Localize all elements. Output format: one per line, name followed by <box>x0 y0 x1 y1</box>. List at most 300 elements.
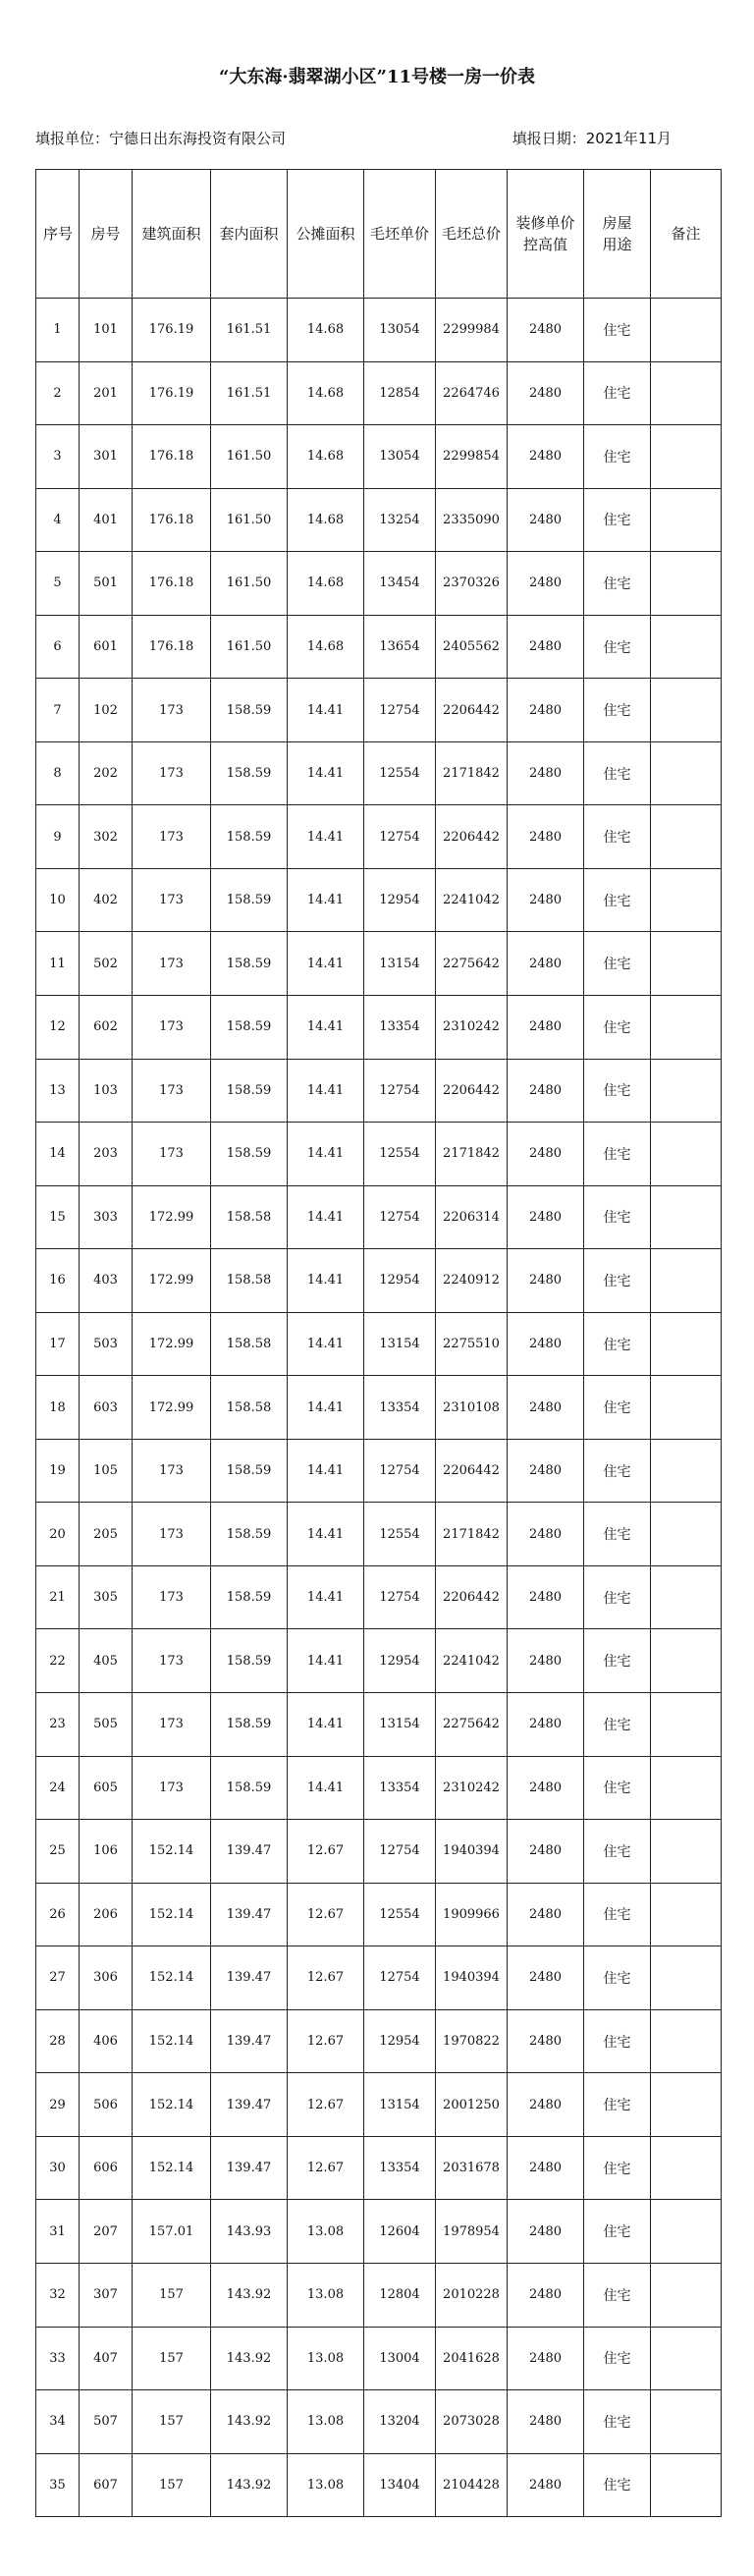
cell-unit-price: 13354 <box>364 996 436 1060</box>
cell-shared-area: 14.41 <box>288 1185 364 1249</box>
cell-seq: 14 <box>36 1123 80 1186</box>
cell-remark <box>651 1629 722 1693</box>
cell-building-area: 152.14 <box>133 1946 211 2010</box>
table-row <box>36 1376 722 1440</box>
cell-remark <box>651 2136 722 2200</box>
cell-unit-price: 12954 <box>364 1249 436 1313</box>
cell-shared-area: 13.08 <box>288 2327 364 2390</box>
cell-building-area: 172.99 <box>133 1249 211 1313</box>
cell-remark <box>651 1820 722 1884</box>
cell-use: 住宅 <box>584 1820 651 1884</box>
cell-inner-area: 158.59 <box>211 805 288 869</box>
cell-seq: 4 <box>36 488 80 552</box>
cell-room: 507 <box>80 2390 133 2454</box>
cell-unit-price: 13154 <box>364 1693 436 1757</box>
cell-room: 105 <box>80 1439 133 1503</box>
cell-room: 505 <box>80 1693 133 1757</box>
cell-deco-price: 2480 <box>508 1946 584 2010</box>
cell-inner-area: 158.59 <box>211 1565 288 1629</box>
cell-seq: 29 <box>36 2073 80 2137</box>
cell-seq: 11 <box>36 932 80 996</box>
cell-building-area: 157 <box>133 2390 211 2454</box>
table-row <box>36 1503 722 1566</box>
cell-seq: 18 <box>36 1376 80 1440</box>
cell-shared-area: 14.68 <box>288 425 364 489</box>
cell-room: 205 <box>80 1503 133 1566</box>
cell-use: 住宅 <box>584 1629 651 1693</box>
cell-building-area: 172.99 <box>133 1376 211 1440</box>
cell-room: 603 <box>80 1376 133 1440</box>
cell-remark <box>651 2263 722 2327</box>
price-table <box>35 169 722 2517</box>
cell-remark <box>651 1503 722 1566</box>
table-row <box>36 1565 722 1629</box>
cell-use: 住宅 <box>584 1693 651 1757</box>
cell-use: 住宅 <box>584 1565 651 1629</box>
cell-room: 406 <box>80 2009 133 2073</box>
cell-room: 607 <box>80 2453 133 2517</box>
cell-seq: 12 <box>36 996 80 1060</box>
cell-seq: 28 <box>36 2009 80 2073</box>
cell-building-area: 173 <box>133 1565 211 1629</box>
cell-shared-area: 13.08 <box>288 2453 364 2517</box>
cell-building-area: 173 <box>133 679 211 742</box>
cell-unit-price: 12754 <box>364 805 436 869</box>
cell-room: 501 <box>80 552 133 616</box>
header-use: 房屋用途 <box>584 170 651 299</box>
cell-total-price: 2275642 <box>436 1693 508 1757</box>
cell-building-area: 157 <box>133 2327 211 2390</box>
cell-shared-area: 14.68 <box>288 361 364 425</box>
cell-shared-area: 14.41 <box>288 1756 364 1820</box>
cell-shared-area: 14.41 <box>288 1629 364 1693</box>
cell-shared-area: 14.41 <box>288 1312 364 1376</box>
cell-shared-area: 14.41 <box>288 1123 364 1186</box>
cell-unit-price: 12754 <box>364 1059 436 1123</box>
cell-use: 住宅 <box>584 2327 651 2390</box>
cell-building-area: 157 <box>133 2453 211 2517</box>
cell-unit-price: 13054 <box>364 299 436 362</box>
cell-use: 住宅 <box>584 2200 651 2264</box>
cell-seq: 8 <box>36 741 80 805</box>
cell-building-area: 176.18 <box>133 488 211 552</box>
cell-seq: 31 <box>36 2200 80 2264</box>
cell-building-area: 157.01 <box>133 2200 211 2264</box>
cell-unit-price: 13054 <box>364 425 436 489</box>
cell-shared-area: 13.08 <box>288 2200 364 2264</box>
cell-inner-area: 143.92 <box>211 2327 288 2390</box>
cell-inner-area: 161.50 <box>211 425 288 489</box>
cell-deco-price: 2480 <box>508 2390 584 2454</box>
cell-use: 住宅 <box>584 1123 651 1186</box>
cell-remark <box>651 1185 722 1249</box>
cell-unit-price: 12954 <box>364 1629 436 1693</box>
cell-seq: 34 <box>36 2390 80 2454</box>
cell-unit-price: 12754 <box>364 1565 436 1629</box>
cell-total-price: 2206442 <box>436 1059 508 1123</box>
cell-inner-area: 158.59 <box>211 996 288 1060</box>
table-row <box>36 805 722 869</box>
cell-remark <box>651 1565 722 1629</box>
cell-room: 203 <box>80 1123 133 1186</box>
table-row <box>36 1629 722 1693</box>
table-row <box>36 2263 722 2327</box>
cell-building-area: 173 <box>133 805 211 869</box>
cell-use: 住宅 <box>584 552 651 616</box>
cell-shared-area: 14.68 <box>288 488 364 552</box>
table-row <box>36 1820 722 1884</box>
cell-room: 307 <box>80 2263 133 2327</box>
cell-inner-area: 139.47 <box>211 2136 288 2200</box>
cell-deco-price: 2480 <box>508 1756 584 1820</box>
cell-use: 住宅 <box>584 1185 651 1249</box>
cell-seq: 16 <box>36 1249 80 1313</box>
cell-seq: 13 <box>36 1059 80 1123</box>
cell-remark <box>651 2073 722 2137</box>
cell-inner-area: 139.47 <box>211 2073 288 2137</box>
cell-room: 302 <box>80 805 133 869</box>
cell-unit-price: 12754 <box>364 1185 436 1249</box>
cell-seq: 21 <box>36 1565 80 1629</box>
cell-deco-price: 2480 <box>508 2009 584 2073</box>
cell-room: 407 <box>80 2327 133 2390</box>
table-row <box>36 1123 722 1186</box>
cell-remark <box>651 1946 722 2010</box>
table-row <box>36 2136 722 2200</box>
cell-unit-price: 13454 <box>364 552 436 616</box>
cell-inner-area: 158.59 <box>211 679 288 742</box>
cell-unit-price: 12554 <box>364 1123 436 1186</box>
cell-shared-area: 14.41 <box>288 868 364 932</box>
cell-seq: 6 <box>36 615 80 679</box>
cell-total-price: 2240912 <box>436 1249 508 1313</box>
cell-shared-area: 14.41 <box>288 1503 364 1566</box>
cell-shared-area: 14.41 <box>288 1565 364 1629</box>
cell-total-price: 2206442 <box>436 1565 508 1629</box>
cell-shared-area: 14.41 <box>288 679 364 742</box>
cell-room: 503 <box>80 1312 133 1376</box>
cell-total-price: 2104428 <box>436 2453 508 2517</box>
header-unit-price: 毛坯单价 <box>364 170 436 299</box>
cell-seq: 19 <box>36 1439 80 1503</box>
cell-deco-price: 2480 <box>508 1439 584 1503</box>
cell-building-area: 176.18 <box>133 615 211 679</box>
cell-use: 住宅 <box>584 1756 651 1820</box>
cell-unit-price: 12754 <box>364 679 436 742</box>
cell-remark <box>651 2009 722 2073</box>
cell-unit-price: 12754 <box>364 1946 436 2010</box>
cell-inner-area: 158.59 <box>211 1503 288 1566</box>
cell-deco-price: 2480 <box>508 1629 584 1693</box>
cell-seq: 3 <box>36 425 80 489</box>
cell-seq: 9 <box>36 805 80 869</box>
cell-deco-price: 2480 <box>508 615 584 679</box>
cell-deco-price: 2480 <box>508 805 584 869</box>
cell-inner-area: 161.50 <box>211 615 288 679</box>
cell-building-area: 157 <box>133 2263 211 2327</box>
cell-use: 住宅 <box>584 361 651 425</box>
cell-seq: 2 <box>36 361 80 425</box>
table-row <box>36 1439 722 1503</box>
cell-unit-price: 12754 <box>364 1439 436 1503</box>
cell-use: 住宅 <box>584 615 651 679</box>
header-room: 房号 <box>80 170 133 299</box>
cell-remark <box>651 2453 722 2517</box>
cell-building-area: 173 <box>133 996 211 1060</box>
cell-unit-price: 12804 <box>364 2263 436 2327</box>
cell-building-area: 173 <box>133 868 211 932</box>
cell-total-price: 2370326 <box>436 552 508 616</box>
cell-building-area: 152.14 <box>133 2009 211 2073</box>
cell-deco-price: 2480 <box>508 2263 584 2327</box>
table-row <box>36 552 722 616</box>
cell-total-price: 2299854 <box>436 425 508 489</box>
cell-room: 301 <box>80 425 133 489</box>
cell-use: 住宅 <box>584 1312 651 1376</box>
cell-unit-price: 13154 <box>364 932 436 996</box>
cell-shared-area: 14.41 <box>288 1693 364 1757</box>
cell-shared-area: 13.08 <box>288 2263 364 2327</box>
cell-remark <box>651 932 722 996</box>
cell-room: 306 <box>80 1946 133 2010</box>
table-row <box>36 996 722 1060</box>
cell-shared-area: 14.41 <box>288 1439 364 1503</box>
cell-total-price: 2264746 <box>436 361 508 425</box>
cell-shared-area: 12.67 <box>288 1883 364 1946</box>
table-row <box>36 932 722 996</box>
cell-building-area: 173 <box>133 1059 211 1123</box>
cell-total-price: 2405562 <box>436 615 508 679</box>
cell-room: 401 <box>80 488 133 552</box>
cell-deco-price: 2480 <box>508 2200 584 2264</box>
cell-unit-price: 12754 <box>364 1820 436 1884</box>
cell-inner-area: 158.59 <box>211 1123 288 1186</box>
header-deco-price: 装修单价控高值 <box>508 170 584 299</box>
cell-deco-price: 2480 <box>508 299 584 362</box>
cell-room: 102 <box>80 679 133 742</box>
cell-inner-area: 139.47 <box>211 1883 288 1946</box>
cell-inner-area: 143.92 <box>211 2390 288 2454</box>
table-row <box>36 868 722 932</box>
cell-use: 住宅 <box>584 1439 651 1503</box>
cell-inner-area: 158.59 <box>211 932 288 996</box>
cell-remark <box>651 2390 722 2454</box>
table-row <box>36 2200 722 2264</box>
cell-building-area: 173 <box>133 1439 211 1503</box>
cell-inner-area: 139.47 <box>211 2009 288 2073</box>
header-shared-area: 公摊面积 <box>288 170 364 299</box>
cell-unit-price: 12554 <box>364 1503 436 1566</box>
cell-building-area: 176.18 <box>133 425 211 489</box>
table-row <box>36 679 722 742</box>
cell-unit-price: 13354 <box>364 1756 436 1820</box>
cell-shared-area: 14.41 <box>288 805 364 869</box>
cell-remark <box>651 741 722 805</box>
cell-building-area: 173 <box>133 1756 211 1820</box>
cell-inner-area: 161.50 <box>211 552 288 616</box>
table-header-row <box>36 170 722 299</box>
cell-room: 602 <box>80 996 133 1060</box>
cell-room: 305 <box>80 1565 133 1629</box>
cell-inner-area: 161.51 <box>211 299 288 362</box>
cell-room: 202 <box>80 741 133 805</box>
cell-total-price: 2310242 <box>436 1756 508 1820</box>
cell-total-price: 2241042 <box>436 868 508 932</box>
cell-building-area: 176.18 <box>133 552 211 616</box>
cell-deco-price: 2480 <box>508 1376 584 1440</box>
cell-total-price: 2275642 <box>436 932 508 996</box>
cell-total-price: 2335090 <box>436 488 508 552</box>
cell-building-area: 172.99 <box>133 1312 211 1376</box>
cell-inner-area: 139.47 <box>211 1820 288 1884</box>
cell-total-price: 2299984 <box>436 299 508 362</box>
cell-inner-area: 158.59 <box>211 1693 288 1757</box>
table-row <box>36 1312 722 1376</box>
cell-shared-area: 14.68 <box>288 615 364 679</box>
cell-deco-price: 2480 <box>508 679 584 742</box>
cell-deco-price: 2480 <box>508 1693 584 1757</box>
cell-deco-price: 2480 <box>508 552 584 616</box>
cell-deco-price: 2480 <box>508 1249 584 1313</box>
cell-total-price: 2206442 <box>436 805 508 869</box>
cell-inner-area: 158.59 <box>211 1756 288 1820</box>
cell-inner-area: 158.59 <box>211 1439 288 1503</box>
cell-seq: 25 <box>36 1820 80 1884</box>
cell-total-price: 2241042 <box>436 1629 508 1693</box>
header-total-price: 毛坯总价 <box>436 170 508 299</box>
cell-shared-area: 14.68 <box>288 299 364 362</box>
cell-inner-area: 158.58 <box>211 1376 288 1440</box>
cell-seq: 26 <box>36 1883 80 1946</box>
cell-use: 住宅 <box>584 299 651 362</box>
cell-deco-price: 2480 <box>508 868 584 932</box>
document-title: “大东海·翡翠湖小区”11号楼一房一价表 <box>218 67 536 87</box>
cell-use: 住宅 <box>584 1376 651 1440</box>
cell-building-area: 176.19 <box>133 299 211 362</box>
cell-seq: 22 <box>36 1629 80 1693</box>
cell-remark <box>651 679 722 742</box>
cell-unit-price: 13204 <box>364 2390 436 2454</box>
cell-seq: 27 <box>36 1946 80 2010</box>
cell-seq: 20 <box>36 1503 80 1566</box>
cell-remark <box>651 996 722 1060</box>
cell-room: 303 <box>80 1185 133 1249</box>
header-seq: 序号 <box>36 170 80 299</box>
cell-remark <box>651 2327 722 2390</box>
cell-use: 住宅 <box>584 1883 651 1946</box>
table-row <box>36 488 722 552</box>
cell-seq: 23 <box>36 1693 80 1757</box>
cell-total-price: 1940394 <box>436 1946 508 2010</box>
cell-seq: 5 <box>36 552 80 616</box>
cell-remark <box>651 615 722 679</box>
cell-building-area: 172.99 <box>133 1185 211 1249</box>
cell-shared-area: 12.67 <box>288 1820 364 1884</box>
cell-remark <box>651 2200 722 2264</box>
cell-inner-area: 139.47 <box>211 1946 288 2010</box>
cell-use: 住宅 <box>584 2453 651 2517</box>
table-row <box>36 1249 722 1313</box>
cell-use: 住宅 <box>584 2263 651 2327</box>
cell-deco-price: 2480 <box>508 932 584 996</box>
table-row <box>36 615 722 679</box>
table-row <box>36 1756 722 1820</box>
cell-remark <box>651 1883 722 1946</box>
cell-room: 402 <box>80 868 133 932</box>
cell-total-price: 2206442 <box>436 1439 508 1503</box>
cell-total-price: 2275510 <box>436 1312 508 1376</box>
cell-deco-price: 2480 <box>508 2136 584 2200</box>
cell-seq: 1 <box>36 299 80 362</box>
cell-seq: 32 <box>36 2263 80 2327</box>
table-row <box>36 2327 722 2390</box>
cell-room: 605 <box>80 1756 133 1820</box>
cell-inner-area: 143.92 <box>211 2453 288 2517</box>
cell-seq: 35 <box>36 2453 80 2517</box>
cell-total-price: 2031678 <box>436 2136 508 2200</box>
table-row <box>36 1946 722 2010</box>
cell-deco-price: 2480 <box>508 1883 584 1946</box>
cell-unit-price: 12554 <box>364 741 436 805</box>
cell-deco-price: 2480 <box>508 1820 584 1884</box>
cell-inner-area: 161.50 <box>211 488 288 552</box>
cell-unit-price: 13404 <box>364 2453 436 2517</box>
cell-deco-price: 2480 <box>508 996 584 1060</box>
cell-remark <box>651 1059 722 1123</box>
cell-seq: 33 <box>36 2327 80 2390</box>
cell-shared-area: 14.41 <box>288 1376 364 1440</box>
cell-seq: 10 <box>36 868 80 932</box>
table-body <box>36 299 722 2517</box>
cell-deco-price: 2480 <box>508 741 584 805</box>
cell-shared-area: 12.67 <box>288 2136 364 2200</box>
cell-total-price: 2310108 <box>436 1376 508 1440</box>
cell-use: 住宅 <box>584 805 651 869</box>
cell-building-area: 152.14 <box>133 1820 211 1884</box>
cell-use: 住宅 <box>584 488 651 552</box>
cell-remark <box>651 299 722 362</box>
cell-inner-area: 143.93 <box>211 2200 288 2264</box>
reporting-date: 填报日期：2021年11月 <box>512 130 672 147</box>
cell-use: 住宅 <box>584 932 651 996</box>
cell-room: 405 <box>80 1629 133 1693</box>
cell-remark <box>651 1693 722 1757</box>
cell-building-area: 152.14 <box>133 2073 211 2137</box>
table-row <box>36 2073 722 2137</box>
cell-deco-price: 2480 <box>508 1185 584 1249</box>
table-row <box>36 425 722 489</box>
cell-building-area: 173 <box>133 1503 211 1566</box>
cell-room: 206 <box>80 1883 133 1946</box>
table-row <box>36 361 722 425</box>
table-row <box>36 741 722 805</box>
cell-room: 606 <box>80 2136 133 2200</box>
cell-building-area: 152.14 <box>133 2136 211 2200</box>
cell-deco-price: 2480 <box>508 425 584 489</box>
cell-deco-price: 2480 <box>508 1503 584 1566</box>
cell-total-price: 2206442 <box>436 679 508 742</box>
cell-room: 403 <box>80 1249 133 1313</box>
cell-unit-price: 13004 <box>364 2327 436 2390</box>
cell-total-price: 2310242 <box>436 996 508 1060</box>
cell-use: 住宅 <box>584 2390 651 2454</box>
cell-deco-price: 2480 <box>508 1123 584 1186</box>
cell-use: 住宅 <box>584 2073 651 2137</box>
cell-seq: 7 <box>36 679 80 742</box>
cell-inner-area: 158.58 <box>211 1312 288 1376</box>
cell-total-price: 1940394 <box>436 1820 508 1884</box>
cell-room: 201 <box>80 361 133 425</box>
